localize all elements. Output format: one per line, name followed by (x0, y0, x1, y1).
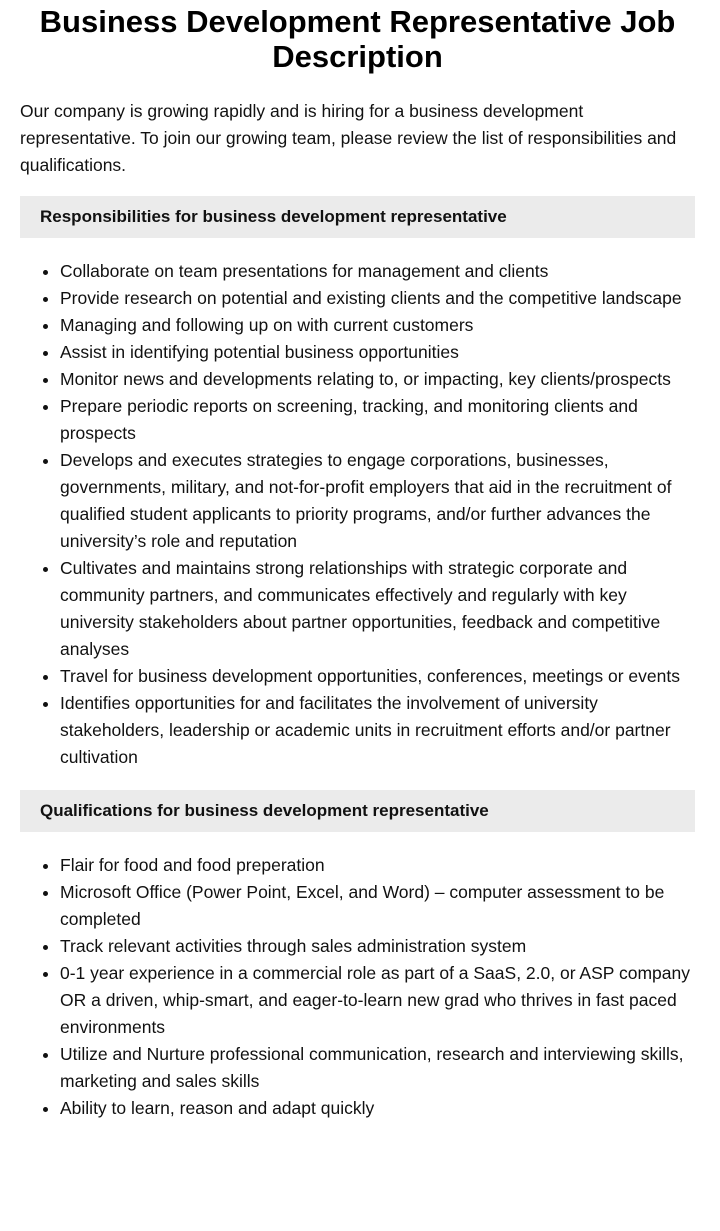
list-item: • Utilize and Nurture professional communication, research and interviewing skills, marketing and sales skills (60, 1041, 695, 1095)
list-item: • Flair for food and food preperation (60, 852, 695, 879)
page-title: Business Development Representative Job Description (39, 4, 676, 74)
job-description (0, 4, 720, 1122)
qualifications-heading: Qualifications for business development representative (20, 790, 695, 832)
list-item: • Prepare periodic reports on screening, tracking, and monitoring clients and prospects (60, 393, 695, 447)
list-item: • Microsoft Office (Power Point, Excel, and Word) – computer assessment to be completed (60, 879, 695, 933)
list-item: • Monitor news and developments relating to, or impacting, key clients/prospects (60, 366, 695, 393)
list-item: • Ability to learn, reason and adapt quickly (60, 1095, 695, 1122)
responsibilities-heading: Responsibilities for business development representative (20, 196, 695, 238)
list-item: • 0-1 year experience in a commercial role as part of a SaaS, 2.0, or ASP company OR a driven, whip-smart, and eager-to-learn new grad who thrives in fast paced environments (60, 960, 695, 1041)
list-item: • Collaborate on team presentations for management and clients (60, 258, 695, 285)
list-item: • Cultivates and maintains strong relationships with strategic corporate and community partners, and communicates effectively and regularly with key university stakeholders about partner opportunities, feedback and competitive analyses (60, 555, 695, 663)
list-item: • Assist in identifying potential business opportunities (60, 339, 695, 366)
list-item: • Track relevant activities through sales administration system (60, 933, 695, 960)
qualifications-list (20, 852, 695, 1122)
list-item: • Identifies opportunities for and facilitates the involvement of university stakeholders, leadership or academic units in recruitment efforts and/or partner cultivation (60, 690, 695, 771)
list-item: • Provide research on potential and existing clients and the competitive landscape (60, 285, 695, 312)
list-item: • Travel for business development opportunities, conferences, meetings or events (60, 663, 695, 690)
intro-paragraph: Our company is growing rapidly and is hiring for a business development representative. To join our growing team, please review the list of responsibilities and qualifications. (20, 101, 677, 175)
list-item: • Managing and following up on with current customers (60, 312, 695, 339)
list-item: • Develops and executes strategies to engage corporations, businesses, governments, military, and not-for-profit employers that aid in the recruitment of qualified student applicants to priority programs, and/or further advances the university’s role and reputation (60, 447, 695, 555)
responsibilities-list (20, 258, 695, 771)
